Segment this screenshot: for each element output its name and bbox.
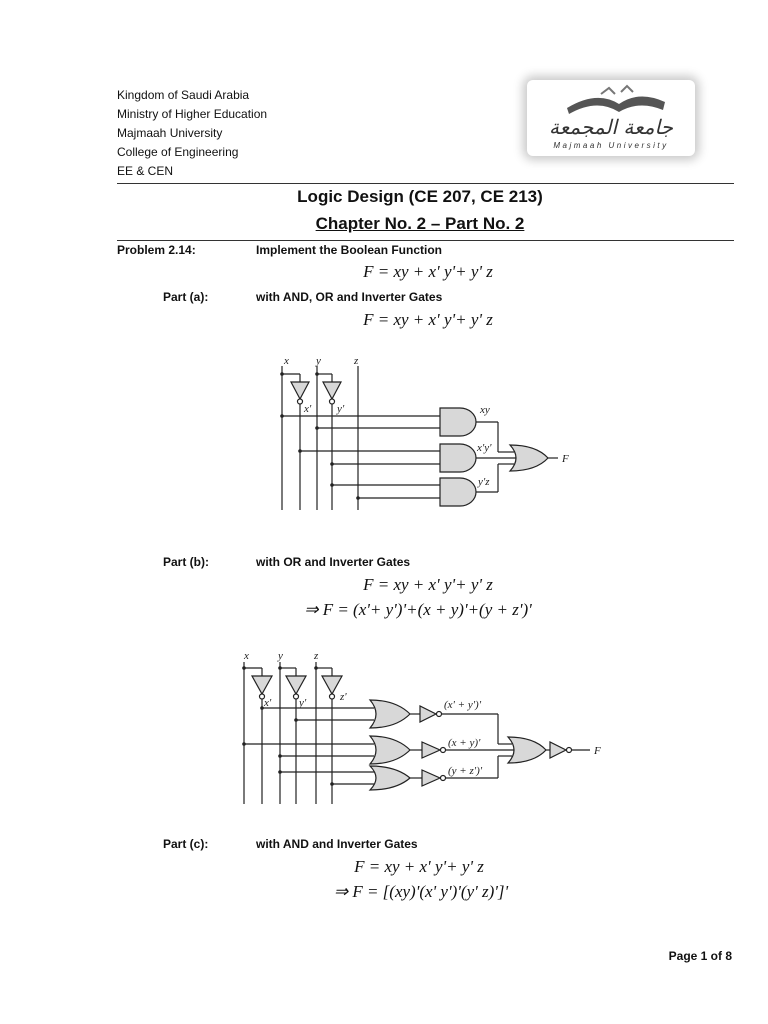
part-b-equation-1: F = xy + x' y'+ y' z bbox=[363, 575, 493, 594]
part-b-text: with OR and Inverter Gates bbox=[256, 555, 411, 569]
header-line: College of Engineering bbox=[117, 145, 239, 159]
part-a-label: Part (a): bbox=[163, 290, 209, 304]
inv-x-label: x' bbox=[304, 403, 312, 415]
logo-book-icon bbox=[527, 80, 695, 156]
inv-x-label: x' bbox=[264, 697, 272, 709]
part-a-equation: F = xy + x' y'+ y' z bbox=[363, 310, 493, 329]
logo-arabic-text: جامعة المجمعة bbox=[549, 115, 673, 139]
input-z-label: z bbox=[354, 355, 359, 367]
inv-y-label: y' bbox=[337, 403, 345, 415]
header-line: Majmaah University bbox=[117, 126, 223, 140]
part-c-text: with AND and Inverter Gates bbox=[256, 837, 418, 851]
and-yz-label: y'z bbox=[478, 476, 490, 488]
and-xy-label: xy bbox=[480, 404, 490, 416]
part-b-label: Part (b): bbox=[163, 555, 209, 569]
part-c-equation-2: ⇒ F = [(xy)'(x' y')'(y' z)']' bbox=[333, 882, 509, 901]
top-divider bbox=[117, 183, 734, 184]
circuit-b-diagram bbox=[236, 648, 616, 808]
part-a-text: with AND, OR and Inverter Gates bbox=[256, 290, 443, 304]
institution-header bbox=[117, 86, 267, 181]
header-line: EE & CEN bbox=[117, 164, 174, 178]
output-f-label: F bbox=[594, 745, 601, 757]
problem-text: Implement the Boolean Function bbox=[256, 243, 443, 257]
part-b-equation-2: ⇒ F = (x'+ y')'+(x + y)'+(y + z')' bbox=[304, 600, 532, 619]
input-y-label: y bbox=[316, 355, 321, 367]
input-x-label: x bbox=[244, 650, 249, 662]
inv-z-label: z' bbox=[340, 691, 347, 703]
output-f-label: F bbox=[562, 453, 569, 465]
university-logo bbox=[527, 80, 695, 156]
page-number: Page 1 of 8 bbox=[668, 949, 732, 963]
input-x-label: x bbox=[284, 355, 289, 367]
or-1-label: (x' + y')' bbox=[444, 699, 482, 711]
problem-label: Problem 2.14: bbox=[117, 243, 196, 257]
input-z-label: z bbox=[314, 650, 319, 662]
problem-function: F = xy + x' y'+ y' z bbox=[363, 262, 493, 281]
logo-english-text: Majmaah University bbox=[553, 141, 669, 150]
inv-y-label: y' bbox=[299, 697, 307, 709]
circuit-a-diagram bbox=[270, 352, 590, 517]
part-c-label: Part (c): bbox=[163, 837, 209, 851]
header-line: Kingdom of Saudi Arabia bbox=[117, 88, 250, 102]
part-c-equation-1: F = xy + x' y'+ y' z bbox=[354, 857, 484, 876]
and-xy-prime-label: x'y' bbox=[477, 442, 492, 454]
or-2-label: (x + y)' bbox=[448, 737, 481, 749]
or-3-label: (y + z')' bbox=[448, 765, 483, 777]
input-y-label: y bbox=[278, 650, 283, 662]
header-line: Ministry of Higher Education bbox=[117, 107, 268, 121]
title-divider bbox=[117, 240, 734, 241]
document-title: Logic Design (CE 207, CE 213) bbox=[297, 187, 543, 206]
chapter-title: Chapter No. 2 – Part No. 2 bbox=[315, 214, 525, 233]
